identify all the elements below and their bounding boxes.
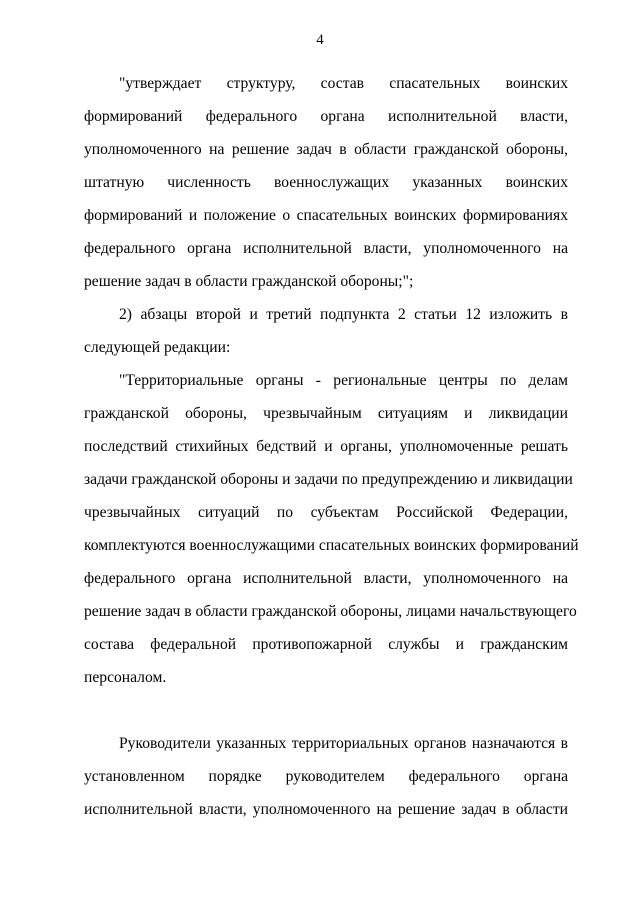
text-line: "утверждает структуру, состав спасательных воинских — [119, 75, 568, 92]
paragraph — [84, 727, 568, 826]
text-line: установленном порядке руководителем федерального органа — [84, 768, 568, 785]
text-line: гражданской обороны, чрезвычайным ситуациям и ликвидации — [84, 405, 568, 422]
paragraph — [84, 298, 568, 364]
paragraph — [84, 364, 579, 694]
paragraph-gap — [84, 694, 568, 727]
text-line: "Территориальные органы - региональные центры по делам — [119, 372, 568, 389]
text-line: чрезвычайных ситуаций по субъектам Российской Федерации, — [84, 504, 568, 521]
text-line: 2) абзацы второй и третий подпункта 2 статьи 12 изложить в — [119, 306, 568, 323]
text-line: состава федеральной противопожарной службы и гражданским — [84, 636, 568, 653]
text-line: Руководители указанных территориальных органов назначаются в — [119, 735, 568, 752]
page-number: 4 — [316, 32, 324, 48]
document-body — [84, 67, 579, 826]
text-line: персоналом. — [84, 669, 167, 686]
paragraph — [84, 67, 568, 298]
text-line: исполнительной власти, уполномоченного на решение задач в области — [84, 801, 568, 818]
text-line: федерального органа исполнительной власти, уполномоченного на — [84, 240, 568, 257]
text-line: решение задач в области гражданской обороны;"; — [84, 273, 414, 290]
text-line: штатную численность военнослужащих указанных воинских — [84, 174, 568, 191]
text-line: комплектуются военнослужащими спасательных воинских формирований — [84, 537, 579, 554]
text-line: формирований федерального органа исполнительной власти, — [84, 108, 568, 125]
text-line: формирований и положение о спасательных воинских формированиях — [84, 207, 568, 224]
text-line: задачи гражданской обороны и задачи по предупреждению и ликвидации — [84, 471, 573, 488]
text-line: следующей редакции: — [84, 339, 231, 356]
text-line: последствий стихийных бедствий и органы, уполномоченные решать — [84, 438, 568, 455]
text-line: федерального органа исполнительной власти, уполномоченного на — [84, 570, 568, 587]
text-line: уполномоченного на решение задач в области гражданской обороны, — [84, 141, 568, 158]
text-line: решение задач в области гражданской обороны, лицами начальствующего — [84, 603, 577, 620]
